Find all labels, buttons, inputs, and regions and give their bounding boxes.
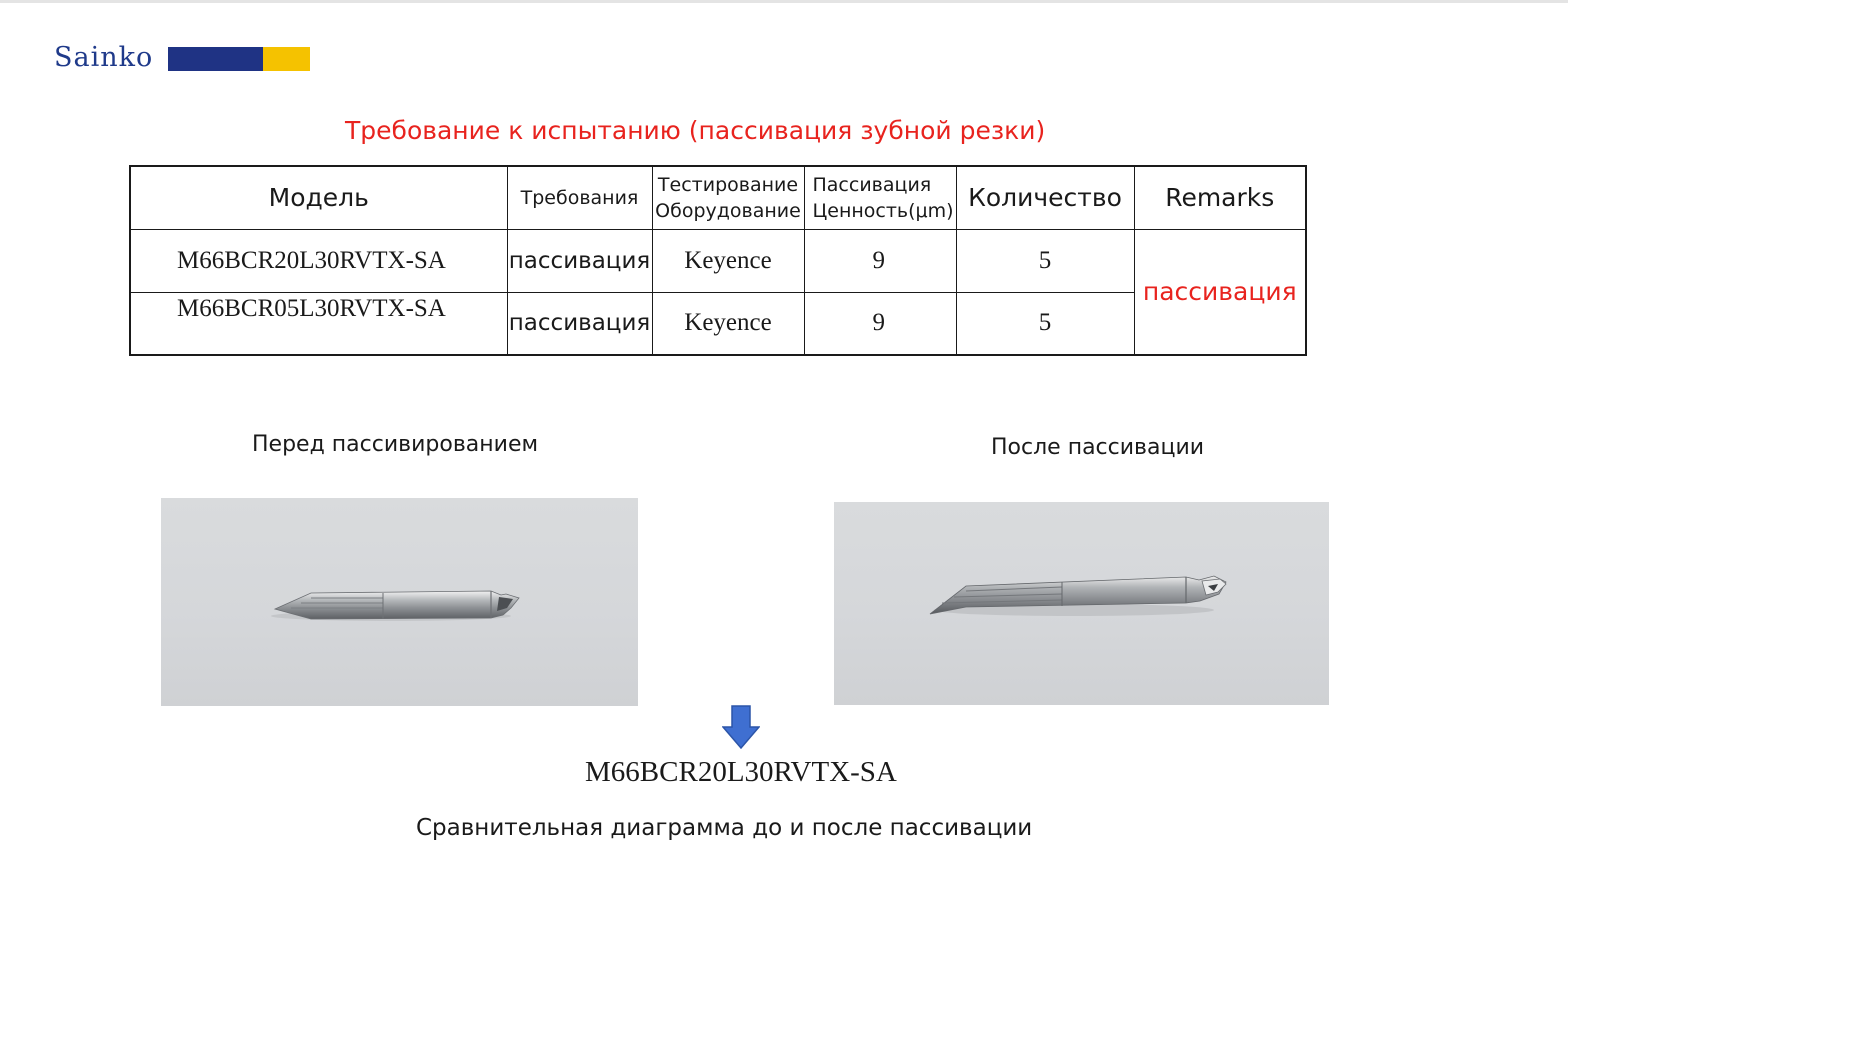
header-equipment-line1: Тестирование (657, 173, 799, 196)
down-arrow-icon (722, 705, 760, 753)
cell-quantity: 5 (956, 292, 1134, 355)
cell-model: M66BCR20L30RVTX-SA (130, 229, 507, 292)
header-equipment (652, 166, 804, 229)
header-value-line1: Пассивация (812, 173, 932, 196)
header-value-line2: Ценность(μm) (812, 199, 954, 222)
cell-value: 9 (804, 229, 956, 292)
cell-requirement: пассивация (507, 229, 652, 292)
before-passivation-label: Перед пассивированием (252, 432, 539, 457)
header-remarks: Remarks (1134, 166, 1306, 229)
bottom-model-label: M66BCR20L30RVTX-SA (585, 756, 897, 788)
cell-value: 9 (804, 292, 956, 355)
logo-bar-yellow (263, 47, 310, 71)
logo-bar-blue (168, 47, 263, 71)
table-row (130, 292, 1306, 355)
before-passivation-photo (161, 498, 638, 706)
top-divider (0, 0, 1568, 3)
after-passivation-photo (834, 502, 1329, 705)
table-row (130, 229, 1306, 292)
cell-equipment: Keyence (652, 229, 804, 292)
header-equipment-line2: Оборудование (655, 199, 801, 222)
table-header-row (130, 166, 1306, 229)
cell-requirement: пассивация (507, 292, 652, 355)
header-model: Модель (130, 166, 507, 229)
comparison-caption: Сравнительная диаграмма до и после пассивации (416, 815, 1033, 841)
after-passivation-label: После пассивации (991, 435, 1205, 460)
logo-text: Sainko (54, 42, 154, 73)
cell-quantity: 5 (956, 229, 1134, 292)
cell-remark: пассивация (1134, 229, 1306, 355)
test-requirements-table (129, 165, 1307, 356)
header-value (804, 166, 956, 229)
cell-equipment: Keyence (652, 292, 804, 355)
header-quantity: Количество (956, 166, 1134, 229)
header-requirements: Требования (507, 166, 652, 229)
page-title: Требование к испытанию (пассивация зубной резки) (345, 116, 1046, 145)
cutting-tool-after-image (834, 502, 1329, 705)
cell-model: M66BCR05L30RVTX-SA (130, 292, 507, 355)
cutting-tool-before-image (161, 498, 638, 706)
